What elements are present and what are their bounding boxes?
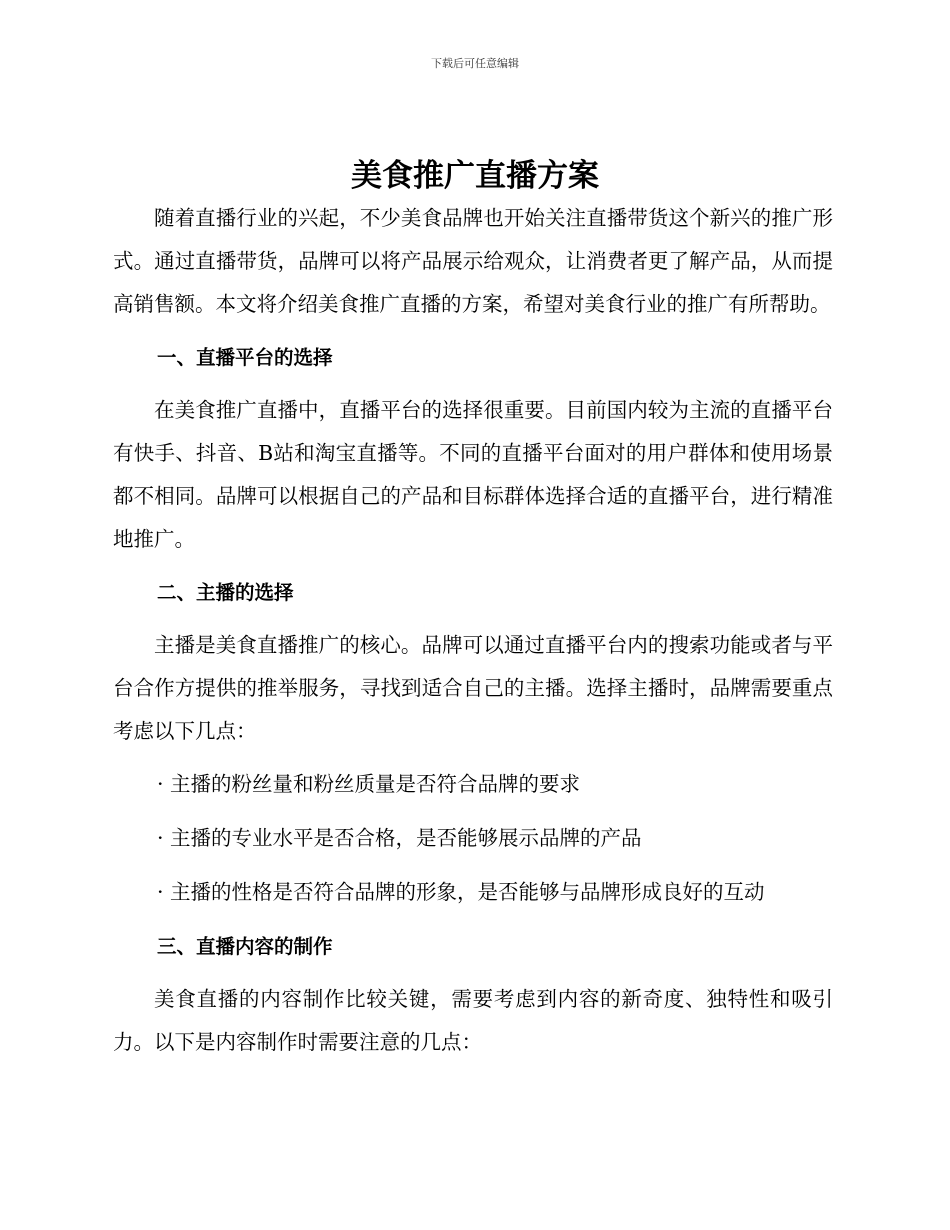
section-heading-content: 三、直播内容的制作 [157,935,333,958]
list-item: · 主播的粉丝量和粉丝质量是否符合品牌的要求 [157,772,581,796]
intro-paragraph: 随着直播行业的兴起，不少美食品牌也开始关注直播带货这个新兴的推广形式。通过直播带货，品牌可以将产品展示给观众，让消费者更了解产品，从而提高销售额。本文将介绍美食推广直播的方案，希望对美食行业的推广有所帮助。 [113,206,833,316]
section-paragraph-host: 主播是美食直播推广的核心。品牌可以通过直播平台内的搜索功能或者与平台合作方提供的推举服务，寻找到适合自己的主播。选择主播时，品牌需要重点考虑以下几点： [113,633,833,743]
section-heading-platform: 一、直播平台的选择 [157,346,333,369]
list-item: · 主播的性格是否符合品牌的形象，是否能够与品牌形成良好的互动 [157,880,765,904]
section-paragraph-platform: 在美食推广直播中，直播平台的选择很重要。目前国内较为主流的直播平台有快手、抖音、B站和淘宝直播等。不同的直播平台面对的用户群体和使用场景都不相同。品牌可以根据自己的产品和目标群体选择合适的直播平台，进行精准地推广。 [113,398,833,551]
header-note: 下载后可任意编辑 [431,57,519,70]
document-body [113,197,833,1074]
section-heading-host: 二、主播的选择 [157,581,294,604]
list-item: · 主播的专业水平是否合格，是否能够展示品牌的产品 [157,826,642,850]
section-paragraph-content: 美食直播的内容制作比较关键，需要考虑到内容的新奇度、独特性和吸引力。以下是内容制作时需要注意的几点： [113,987,833,1054]
document-title: 美食推广直播方案 [351,158,599,194]
